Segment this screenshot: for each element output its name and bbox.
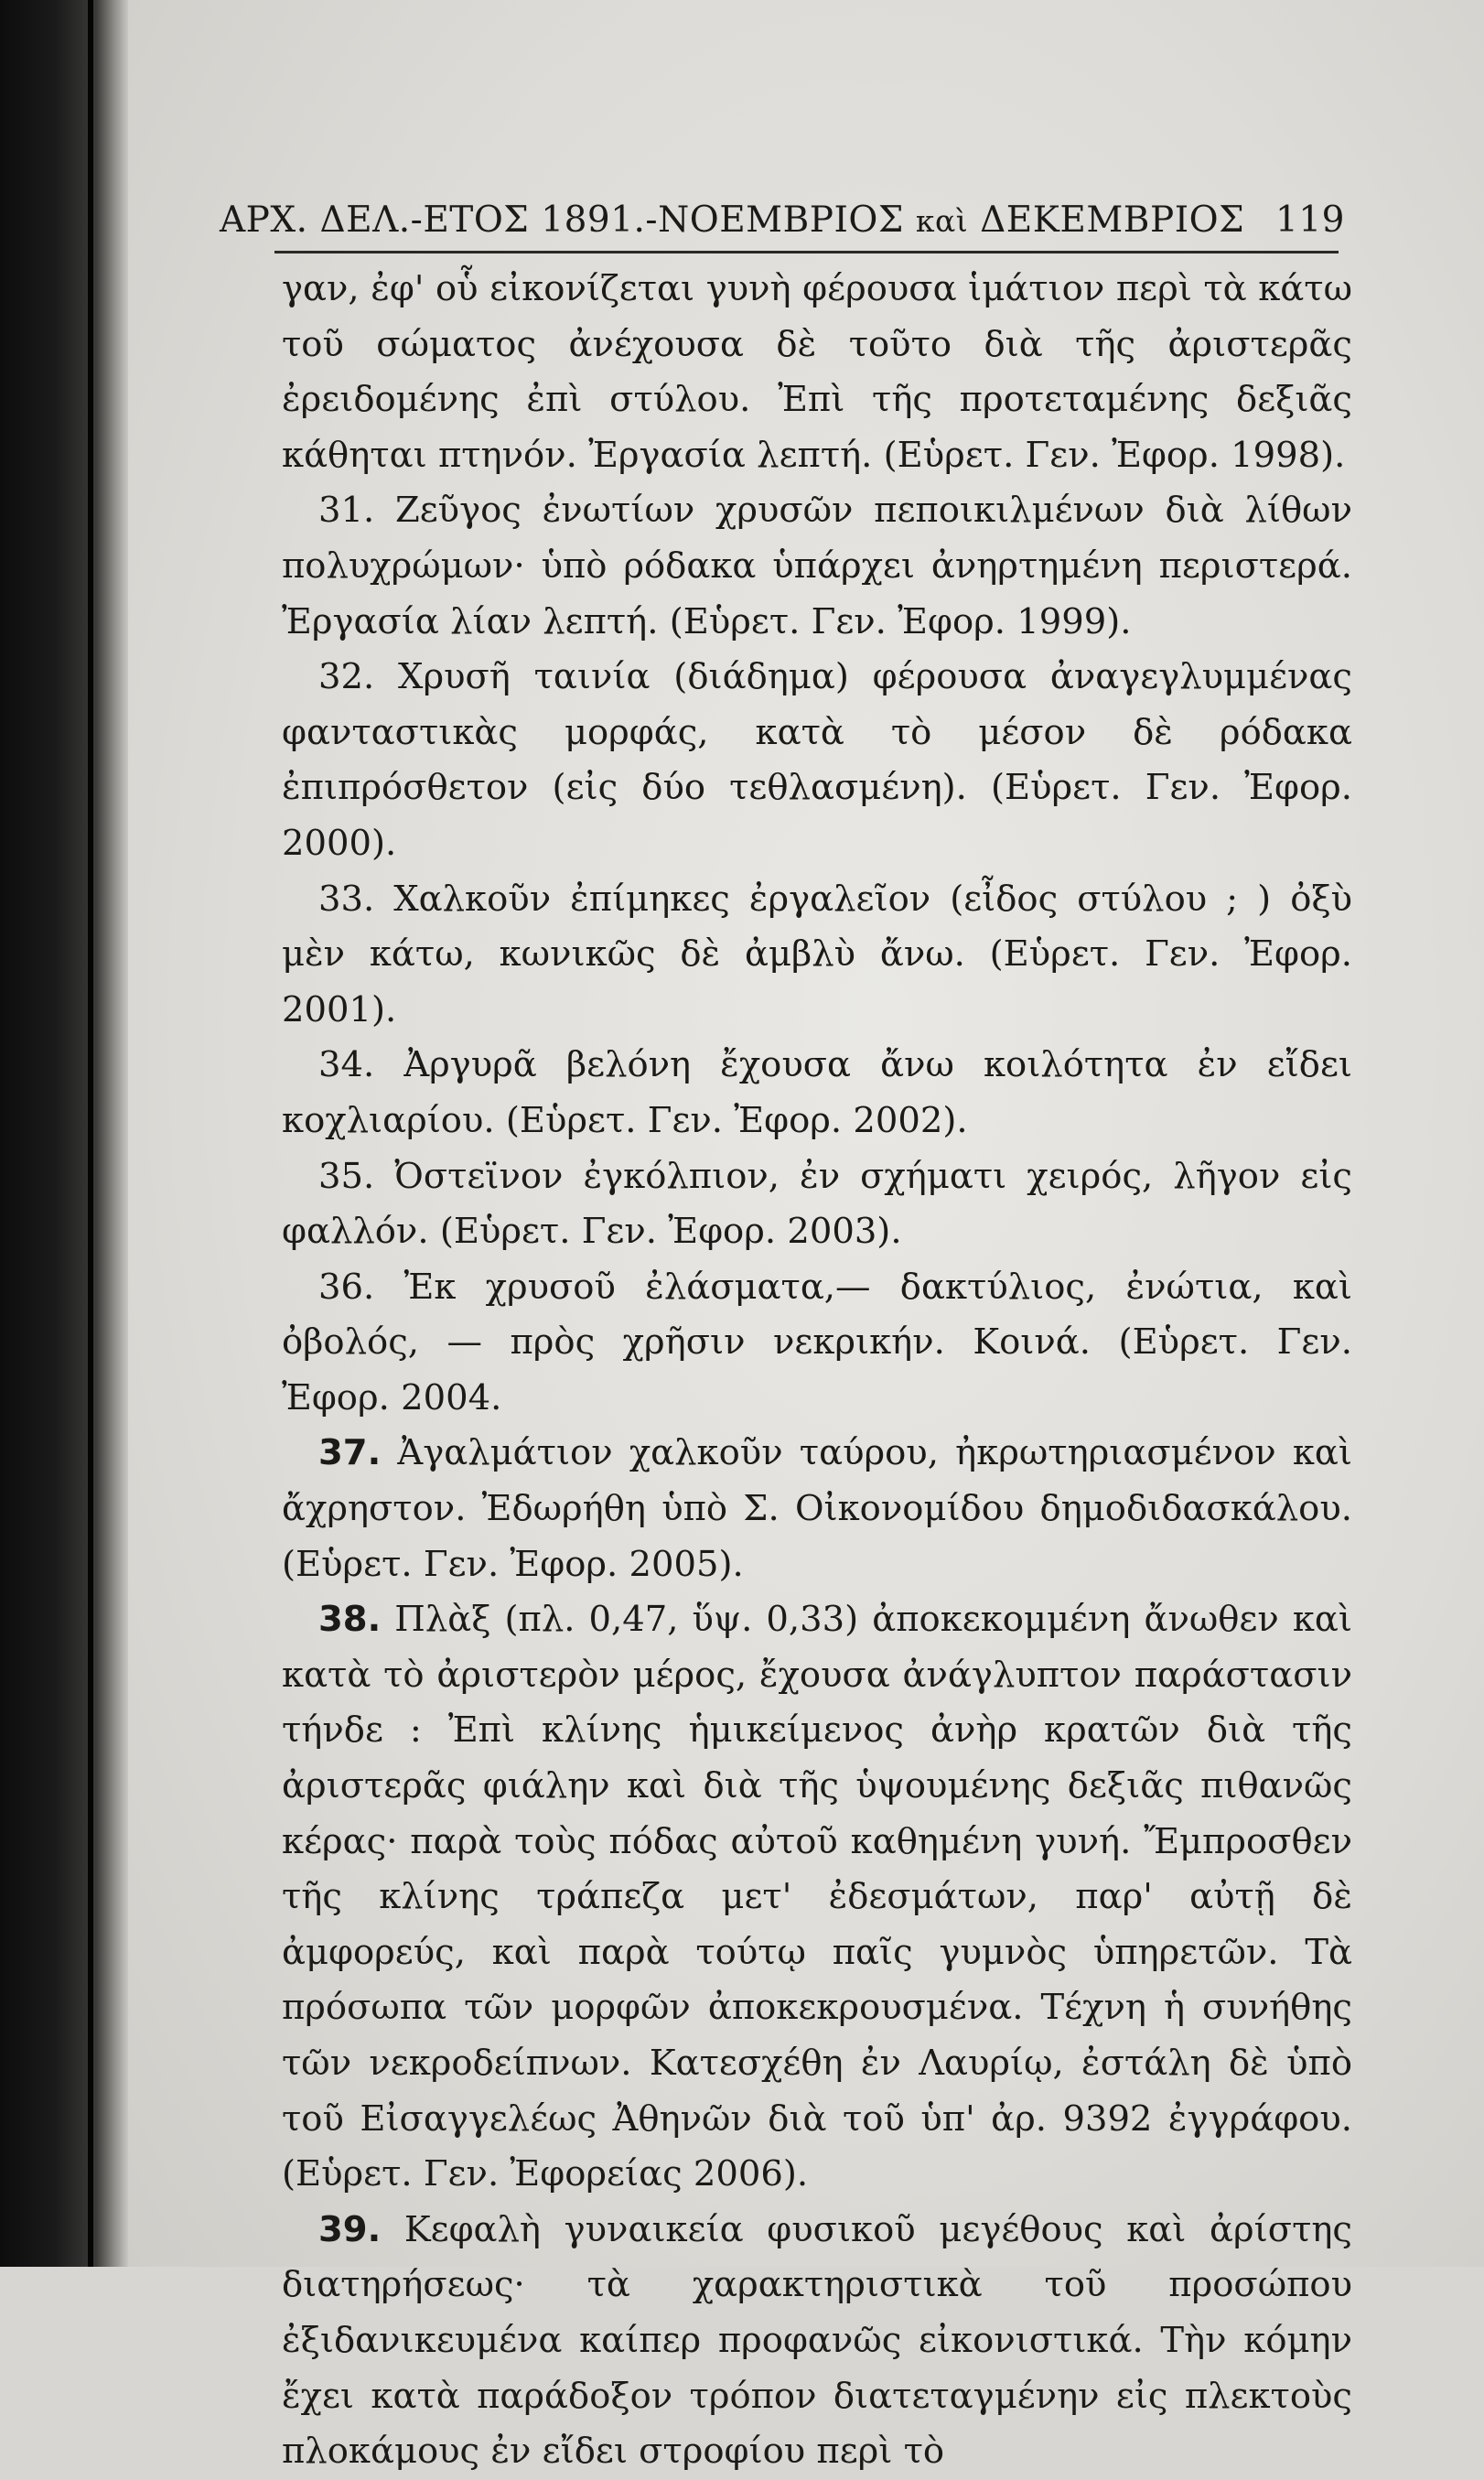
header-title <box>220 199 1244 241</box>
page-number: 119 <box>1275 199 1345 241</box>
paragraph-text: Χαλκοῦν ἐπίμηκες ἐργαλεῖον (εἶδος στύλου ; ) ὀξὺ μὲν κάτω, κωνικῶς δὲ ἀμβλὺ ἄνω. (Εὑρετ. Γεν. Ἐφορ. 2001). <box>282 878 1352 1030</box>
entry-39 <box>282 2203 1352 2480</box>
entry-number: 36. <box>318 1266 375 1308</box>
paragraph-text: Ὀστεϊνον ἐγκόλπιον, ἐν σχήματι χειρός, λῆγον εἰς φαλλόν. (Εὑρετ. Γεν. Ἐφορ. 2003). <box>282 1155 1352 1253</box>
book-gutter <box>0 0 128 2267</box>
paragraph-text: Κεφαλὴ γυναικεία φυσικοῦ μεγέθους καὶ ἀρίστης διατηρήσεως· τὰ χαρακτηριστικὰ τοῦ προσώπου ἐξιδανικευμένα καίπερ προφανῶς εἰκονιστικά. Τὴν κόμην ἔχει κατὰ παράδοξον τρόπον διατεταγμένην εἰς πλεκτοὺς πλοκάμους ἐν εἴδει στροφίου περὶ τὸ <box>282 2208 1352 2473</box>
paragraph-text: Ἐκ χρυσοῦ ἐλάσματα,— δακτύλιος, ἐνώτια, καὶ ὀβολός, — πρὸς χρῆσιν νεκρικήν. Κοινά. (Εὑρετ. Γεν. Ἐφορ. 2004. <box>282 1266 1352 1418</box>
entry-31 <box>282 483 1352 650</box>
entry-number: 37. <box>318 1432 382 1474</box>
entry-number: 34. <box>318 1044 375 1086</box>
paragraph-text: Ζεῦγος ἐνωτίων χρυσῶν πεποικιλμένων διὰ λίθων πολυχρώμων· ὑπὸ ρόδακα ὑπάρχει ἀνηρτημένη περιστερά. Ἐργασία λίαν λεπτή. (Εὑρετ. Γεν. Ἐφορ. 1999). <box>282 490 1352 642</box>
binding-shadow <box>88 0 93 2267</box>
entry-33 <box>282 872 1352 1039</box>
entry-number: 35. <box>318 1155 375 1197</box>
header-rule <box>274 251 1339 253</box>
entry-38 <box>282 1592 1352 2203</box>
entry-32 <box>282 650 1352 871</box>
header-title-main: ΑΡΧ. ΔΕΛ.-ΕΤΟΣ 1891.-ΝΟΕΜΒΡΙΟΣ <box>220 199 904 241</box>
paragraph-text: Ἀργυρᾶ βελόνη ἔχουσα ἄνω κοιλότητα ἐν εἴδει κοχλιαρίου. (Εὑρετ. Γεν. Ἐφορ. 2002). <box>282 1044 1352 1141</box>
entry-36 <box>282 1260 1352 1427</box>
header-title-end: ΔΕΚΕΜΒΡΙΟΣ <box>980 199 1245 241</box>
entry-number: 31. <box>318 490 375 532</box>
paragraph-text: Χρυσῆ ταινία (διάδημα) φέρουσα ἀναγεγλυμμένας φανταστικὰς μορφάς, κατὰ τὸ μέσον δὲ ρόδακα ἐπιπρόσθετον (εἰς δύο τεθλασμένη). (Εὑρετ. Γεν. Ἐφορ. 2000). <box>282 656 1352 864</box>
entry-number: 39. <box>318 2208 382 2250</box>
entry-number: 33. <box>318 878 375 920</box>
paragraph-text: γαν, ἐφ' οὗ εἰκονίζεται γυνὴ φέρουσα ἱμάτιον περὶ τὰ κάτω τοῦ σώματος ἀνέχουσα δὲ τοῦτο διὰ τῆς ἀριστερᾶς ἐρειδομένης ἐπὶ στύλου. Ἐπὶ τῆς προτεταμένης δεξιᾶς κάθηται πτηνόν. Ἐργασία λεπτή. (Εὑρετ. Γεν. Ἐφορ. 1998). <box>282 268 1352 476</box>
entry-number: 32. <box>318 656 375 698</box>
entry-number: 38. <box>318 1599 382 1641</box>
header-title-conj: καὶ <box>915 203 969 239</box>
paragraph-text: Πλὰξ (πλ. 0,47, ὕψ. 0,33) ἀποκεκομμένη ἄνωθεν καὶ κατὰ τὸ ἀριστερὸν μέρος, ἔχουσα ἀνάγλυπτον παράστασιν τήνδε : Ἐπὶ κλίνης ἡμικείμενος ἀνὴρ κρατῶν διὰ τῆς ἀριστερᾶς φιάλην καὶ διὰ τῆς ὑψουμένης δεξιᾶς πιθανῶς κέρας· παρὰ τοὺς πόδας αὐτοῦ καθημένη γυνή. Ἔμπροσθεν τῆς κλίνης τράπεζα μετ' ἐδεσμάτων, παρ' αὐτῇ δὲ ἀμφορεύς, καὶ παρὰ τούτῳ παῖς γυμνὸς ὑπηρετῶν. Τὰ πρόσωπα τῶν μορφῶν ἀποκεκρουσμένα. Τέχνη ἡ συνήθης τῶν νεκροδείπνων. Κατεσχέθη ἐν Λαυρίῳ, ἐστάλη δὲ ὑπὸ τοῦ Εἰσαγγελέως Ἀθηνῶν διὰ τοῦ ὑπ' ἀρ. 9392 ἐγγράφου. (Εὑρετ. Γεν. Ἐφορείας 2006). <box>282 1599 1352 2195</box>
entry-37 <box>282 1426 1352 1592</box>
paragraph-continuation <box>282 262 1352 483</box>
entry-34 <box>282 1038 1352 1148</box>
paragraph-text: Ἀγαλμάτιον χαλκοῦν ταύρου, ἠκρωτηριασμένον καὶ ἄχρηστον. Ἐδωρήθη ὑπὸ Σ. Οἰκονομίδου δημοδιδασκάλου. (Εὑρετ. Γεν. Ἐφορ. 2005). <box>282 1432 1352 1585</box>
entry-35 <box>282 1149 1352 1260</box>
body-text <box>282 262 1352 2480</box>
running-header <box>220 199 1345 245</box>
